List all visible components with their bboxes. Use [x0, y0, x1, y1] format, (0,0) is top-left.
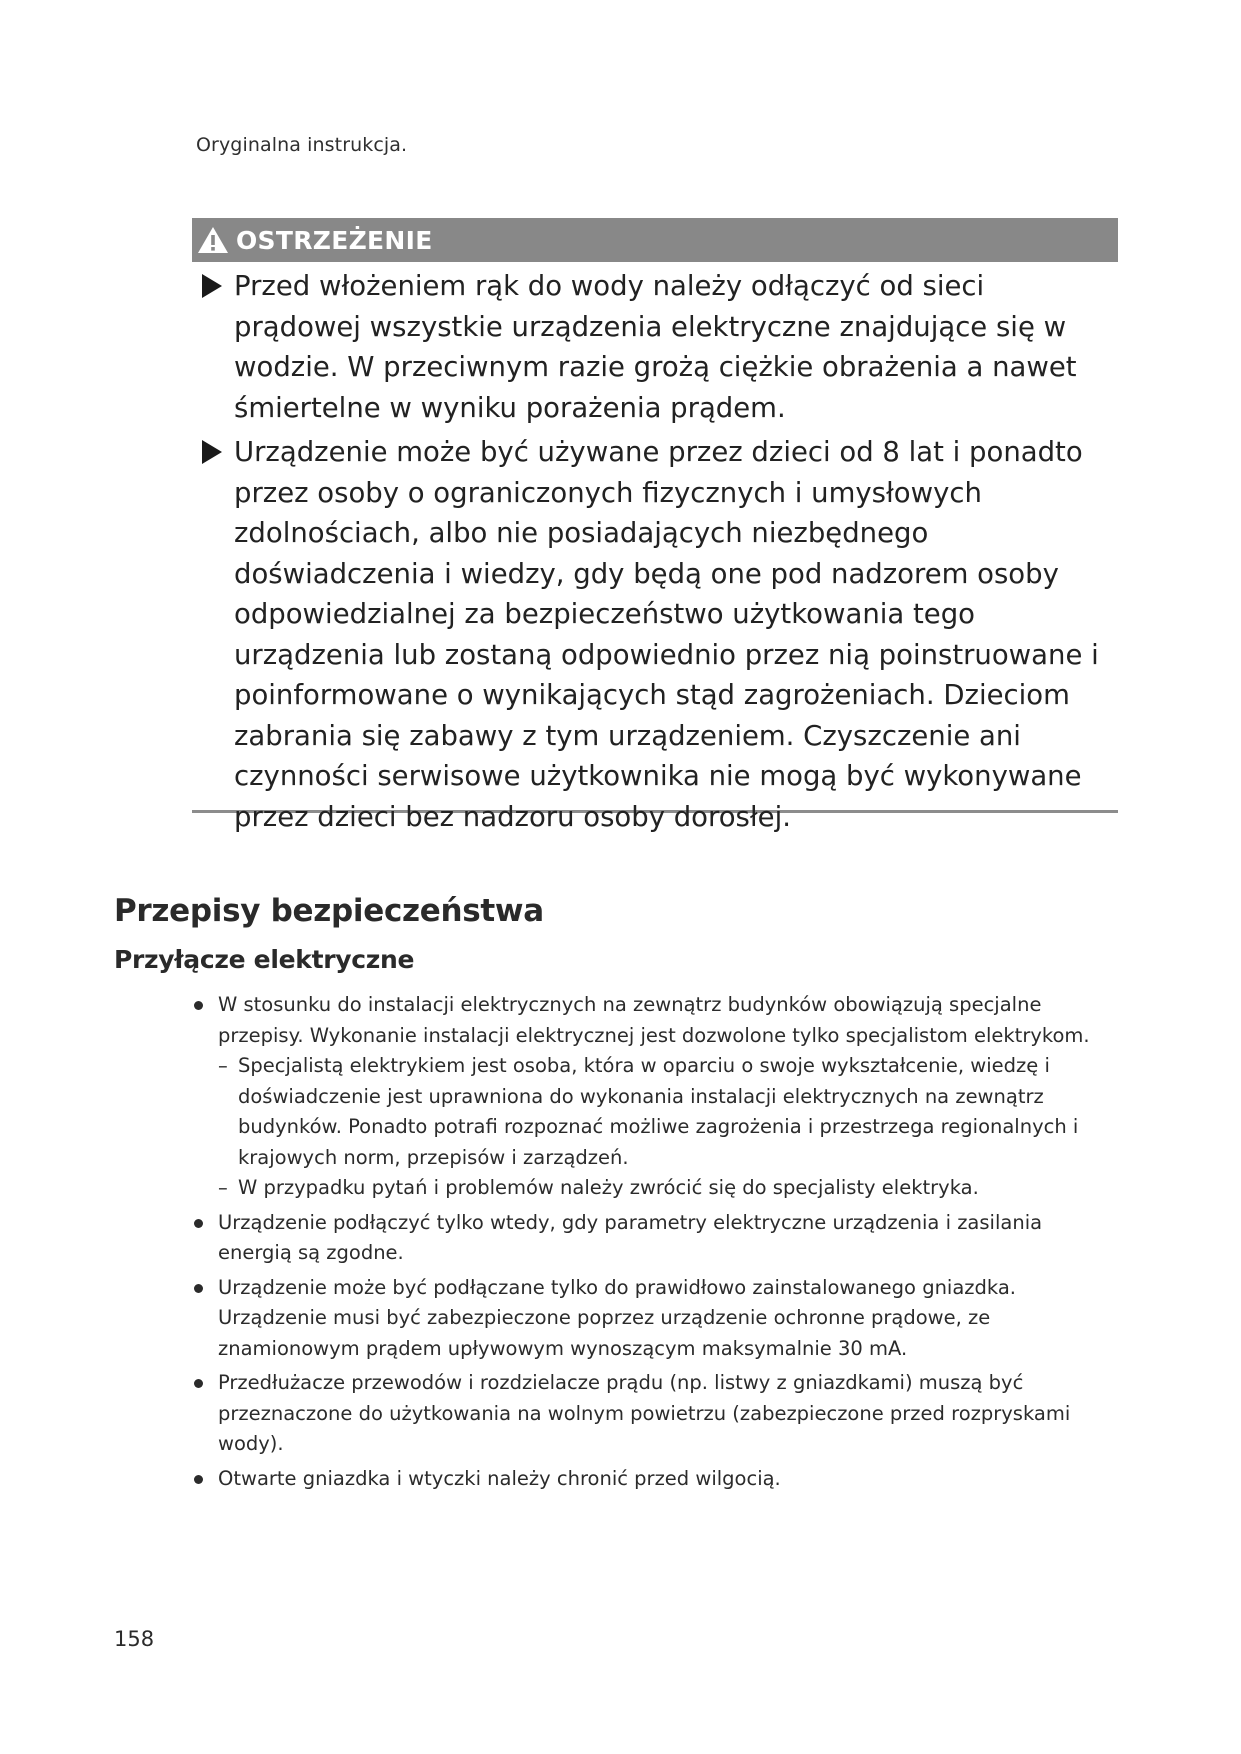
- dash-bullet: –: [218, 1176, 228, 1199]
- rule-item: [194, 1273, 1118, 1365]
- warning-item: [192, 432, 1118, 837]
- arrow-right-icon: [202, 440, 222, 464]
- rules-list: [194, 990, 1118, 1498]
- warning-header: [192, 218, 1118, 262]
- rule-sub-item: [194, 1173, 1118, 1204]
- warning-title: OSTRZEŻENIE: [236, 225, 433, 255]
- bullet-dot-icon: [194, 1219, 203, 1228]
- rule-text: Urządzenie podłączyć tylko wtedy, gdy parametry elektryczne urządzenia i zasilania energią są zgodne.: [218, 1210, 1043, 1264]
- rule-text: Otwarte gniazdka i wtyczki należy chronić przed wilgocią.: [218, 1466, 781, 1490]
- dash-bullet: –: [218, 1054, 228, 1077]
- rule-text: W stosunku do instalacji elektrycznych na zewnątrz budynków obowiązują specjalne przepisy. Wykonanie instalacji elektrycznej jest dozwolone tylko specjalistom elektrykom.: [218, 993, 1090, 1047]
- rule-item: [194, 1208, 1118, 1269]
- warning-item: [192, 266, 1118, 428]
- warning-item-text: Urządzenie może być używane przez dzieci od 8 lat i ponadto przez osoby o ograniczonych fizycznych i umysłowych zdolnościach, albo nie posiadających niezbędnego doświadczenia i wiedzy, gdy będą one pod nadzorem osoby odpowiedzialnej za bezpieczeństwo użytkowania tego urządzenia lub zostaną odpowiednio przez nią poinstruowane i poinformowane o wynikających stąd zagrożeniach. Dzieciom zabrania się zabawy z tym urządzeniem. Czyszczenie ani czynności serwisowe użytkownika nie mogą być wykonywane przez dzieci bez nadzoru osoby dorosłej.: [234, 436, 1099, 833]
- bullet-dot-icon: [194, 1001, 203, 1010]
- rule-item: [194, 990, 1118, 1204]
- rule-sub-text: W przypadku pytań i problemów należy zwrócić się do specjalisty elektryka.: [238, 1176, 979, 1199]
- rule-item: [194, 1464, 1118, 1495]
- bullet-dot-icon: [194, 1379, 203, 1388]
- rule-text: Urządzenie może być podłączane tylko do prawidłowo zainstalowanego gniazdka. Urządzenie musi być zabezpieczone poprzez urządzenie ochronne prądowe, ze znamionowym prądem upływowym wynoszącym maksymalnie 30 mA.: [218, 1275, 1017, 1360]
- page-number: 158: [114, 1627, 155, 1651]
- bullet-dot-icon: [194, 1475, 203, 1484]
- warning-item-text: Przed włożeniem rąk do wody należy odłączyć od sieci prądowej wszystkie urządzenia elektryczne znajdujące się w wodzie. W przeciwnym razie grożą ciężkie obrażenia a nawet śmiertelne w wyniku porażenia prądem.: [234, 270, 1077, 424]
- header-note: Oryginalna instrukcja.: [196, 134, 408, 156]
- subsection-title: Przyłącze elektryczne: [114, 945, 415, 974]
- warning-triangle-icon: [196, 225, 230, 255]
- rule-item: [194, 1368, 1118, 1460]
- rule-sub-text: Specjalistą elektrykiem jest osoba, która w oparciu o swoje wykształcenie, wiedzę i doświadczenie jest uprawniona do wykonania instalacji elektrycznych na zewnątrz budynków. Ponadto potrafi rozpoznać możliwe zagrożenia i przestrzega regionalnych i krajowych norm, przepisów i zarządzeń.: [238, 1054, 1079, 1169]
- rule-text: Przedłużacze przewodów i rozdzielacze prądu (np. listwy z gniazdkami) muszą być przeznaczone do użytkowania na wolnym powietrzu (zabezpieczone przed rozpryskami wody).: [218, 1371, 1071, 1455]
- rule-sub-item: [194, 1051, 1118, 1173]
- section-title: Przepisy bezpieczeństwa: [114, 893, 544, 929]
- rule-sub-list: [218, 1051, 1118, 1204]
- warning-list: [192, 266, 1118, 837]
- arrow-right-icon: [202, 274, 222, 298]
- bullet-dot-icon: [194, 1284, 203, 1293]
- warning-box: [192, 218, 1118, 833]
